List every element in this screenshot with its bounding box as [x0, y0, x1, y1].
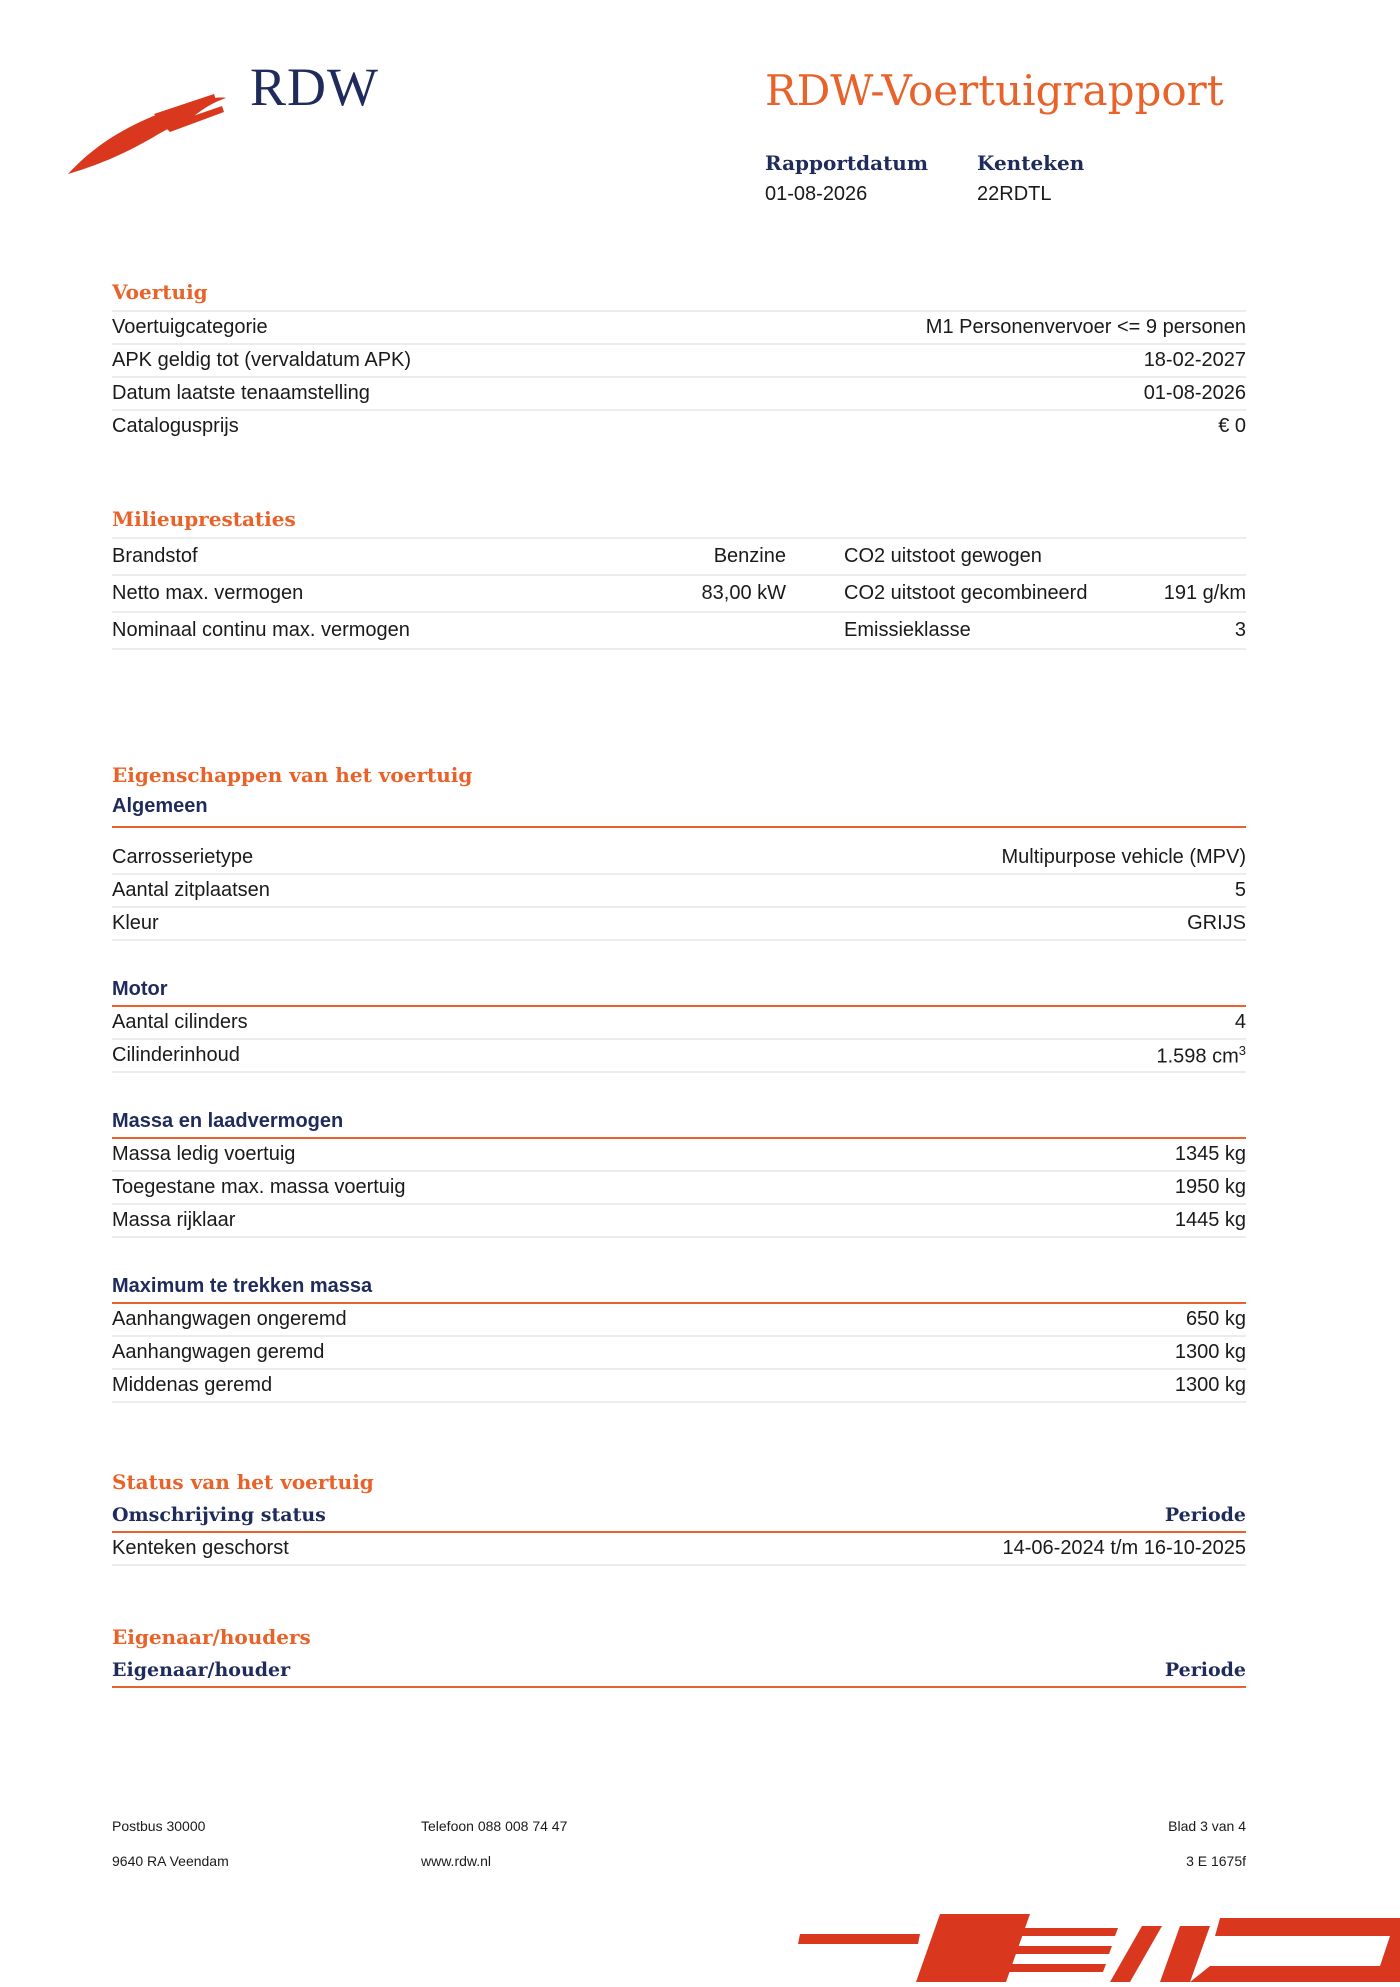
- report-title: RDW-Voertuigrapport: [765, 66, 1224, 115]
- row-label: Aanhangwagen ongeremd: [112, 1308, 347, 1330]
- table-row: [112, 842, 1246, 875]
- subsection-title-motor: Motor: [112, 973, 1246, 1007]
- row-label: Voertuigcategorie: [112, 316, 268, 338]
- row-value: M1 Personenvervoer <= 9 personen: [925, 316, 1246, 338]
- table-header: [112, 1654, 1246, 1688]
- row-value: 4: [1234, 1011, 1246, 1033]
- row-value: Benzine: [713, 545, 786, 567]
- table-row: [112, 1533, 1246, 1566]
- row-value: 18-02-2027: [1143, 349, 1246, 371]
- row-value: € 0: [1218, 415, 1246, 437]
- row-value: 83,00 kW: [701, 582, 786, 604]
- row-value: 650 kg: [1185, 1308, 1246, 1330]
- row-value: Multipurpose vehicle (MPV): [1001, 846, 1246, 868]
- rapportdatum-value: 01-08-2026: [765, 183, 868, 205]
- table-row: [112, 1205, 1246, 1238]
- row-value: 1300 kg: [1174, 1374, 1246, 1396]
- row-label: Netto max. vermogen: [112, 582, 304, 604]
- footer-page-number: Blad 3 van 4: [1168, 1818, 1246, 1834]
- row-value: GRIJS: [1187, 912, 1246, 934]
- row-label: Nominaal continu max. vermogen: [112, 619, 410, 641]
- row-label: CO2 uitstoot gewogen: [844, 545, 1042, 567]
- table-row: [112, 875, 1246, 908]
- table-row: [112, 345, 1246, 378]
- kenteken-value: 22RDTL: [977, 183, 1052, 205]
- table-row: [112, 1304, 1246, 1337]
- decorative-stripes: [790, 1906, 1400, 1982]
- footer-phone: Telefoon 088 008 74 47: [421, 1818, 568, 1834]
- row-label: Middenas geremd: [112, 1374, 273, 1396]
- table-row: [112, 613, 1246, 650]
- row-label: Brandstof: [112, 545, 198, 567]
- footer-website: www.rdw.nl: [421, 1853, 492, 1869]
- row-label: Kleur: [112, 912, 159, 934]
- row-label: Toegestane max. massa voertuig: [112, 1176, 406, 1198]
- row-label: Aantal cilinders: [112, 1011, 248, 1033]
- row-value: 01-08-2026: [1143, 382, 1246, 404]
- row-label: Massa rijklaar: [112, 1209, 236, 1231]
- section-eigenaar: [112, 1622, 1246, 1688]
- row-value: 1950 kg: [1174, 1176, 1246, 1198]
- row-value: 1345 kg: [1174, 1143, 1246, 1165]
- rdw-logo-mark: [64, 86, 234, 180]
- row-label: Carrosserietype: [112, 846, 254, 868]
- table-row: [112, 411, 1246, 442]
- row-value: 1300 kg: [1174, 1341, 1246, 1363]
- section-milieuprestaties: [112, 505, 1246, 650]
- table-row: [112, 1172, 1246, 1205]
- row-value: 1.598 $cm^3$: [1156, 1042, 1246, 1068]
- section-title-milieu: Milieuprestaties: [112, 505, 1246, 539]
- subsection-title-massa: Massa en laadvermogen: [112, 1105, 1246, 1139]
- column-header: Eigenaar/houder: [112, 1659, 291, 1681]
- table-row: [112, 1007, 1246, 1040]
- table-row: [112, 1370, 1246, 1403]
- row-label: APK geldig tot (vervaldatum APK): [112, 349, 412, 371]
- table-row: [112, 908, 1246, 941]
- column-header: Periode: [1164, 1659, 1246, 1681]
- row-value: 191 g/km: [1163, 582, 1246, 604]
- row-label: Cilinderinhoud: [112, 1044, 240, 1066]
- section-eigenschappen: [112, 758, 1246, 1403]
- section-title-eigenschappen: Eigenschappen van het voertuig: [112, 763, 473, 787]
- row-label: CO2 uitstoot gecombineerd: [844, 582, 1088, 604]
- table-row: [112, 312, 1246, 345]
- section-title-status: Status van het voertuig: [112, 1470, 374, 1494]
- logo-text: RDW: [250, 57, 379, 117]
- table-row: [112, 1139, 1246, 1172]
- footer-code: 3 E 1675f: [1186, 1853, 1246, 1869]
- row-label: Aantal zitplaatsen: [112, 879, 270, 901]
- column-header: Periode: [1164, 1504, 1246, 1526]
- section-title-voertuig: Voertuig: [112, 278, 1246, 312]
- column-header: Omschrijving status: [112, 1504, 326, 1526]
- table-row: [112, 378, 1246, 411]
- subsection-title-trekken: Maximum te trekken massa: [112, 1270, 1246, 1304]
- table-row: [112, 1337, 1246, 1370]
- row-label: Datum laatste tenaamstelling: [112, 382, 370, 404]
- unit-superscript: 3: [1238, 1042, 1246, 1058]
- table-row: [112, 1040, 1246, 1073]
- footer-address-2: 9640 RA Veendam: [112, 1853, 229, 1869]
- table-row: [112, 576, 1246, 613]
- rapportdatum-label: Rapportdatum: [765, 151, 929, 175]
- row-value: 3: [1234, 619, 1246, 641]
- row-value: 1445 kg: [1174, 1209, 1246, 1231]
- subsection-title-algemeen: Algemeen: [112, 790, 1246, 828]
- row-value: 14-06-2024 t/m 16-10-2025: [1002, 1537, 1246, 1559]
- table-row: [112, 539, 1246, 576]
- row-label: Emissieklasse: [844, 619, 971, 641]
- row-label: Catalogusprijs: [112, 415, 239, 437]
- kenteken-label: Kenteken: [977, 151, 1085, 175]
- row-label: Aanhangwagen geremd: [112, 1341, 325, 1363]
- table-header: [112, 1499, 1246, 1533]
- section-status: [112, 1467, 1246, 1566]
- row-label: Kenteken geschorst: [112, 1537, 289, 1559]
- footer-address-1: Postbus 30000: [112, 1818, 206, 1834]
- row-value: 5: [1234, 879, 1246, 901]
- section-title-eigenaar: Eigenaar/houders: [112, 1625, 311, 1649]
- row-label: Massa ledig voertuig: [112, 1143, 296, 1165]
- section-voertuig: [112, 278, 1246, 442]
